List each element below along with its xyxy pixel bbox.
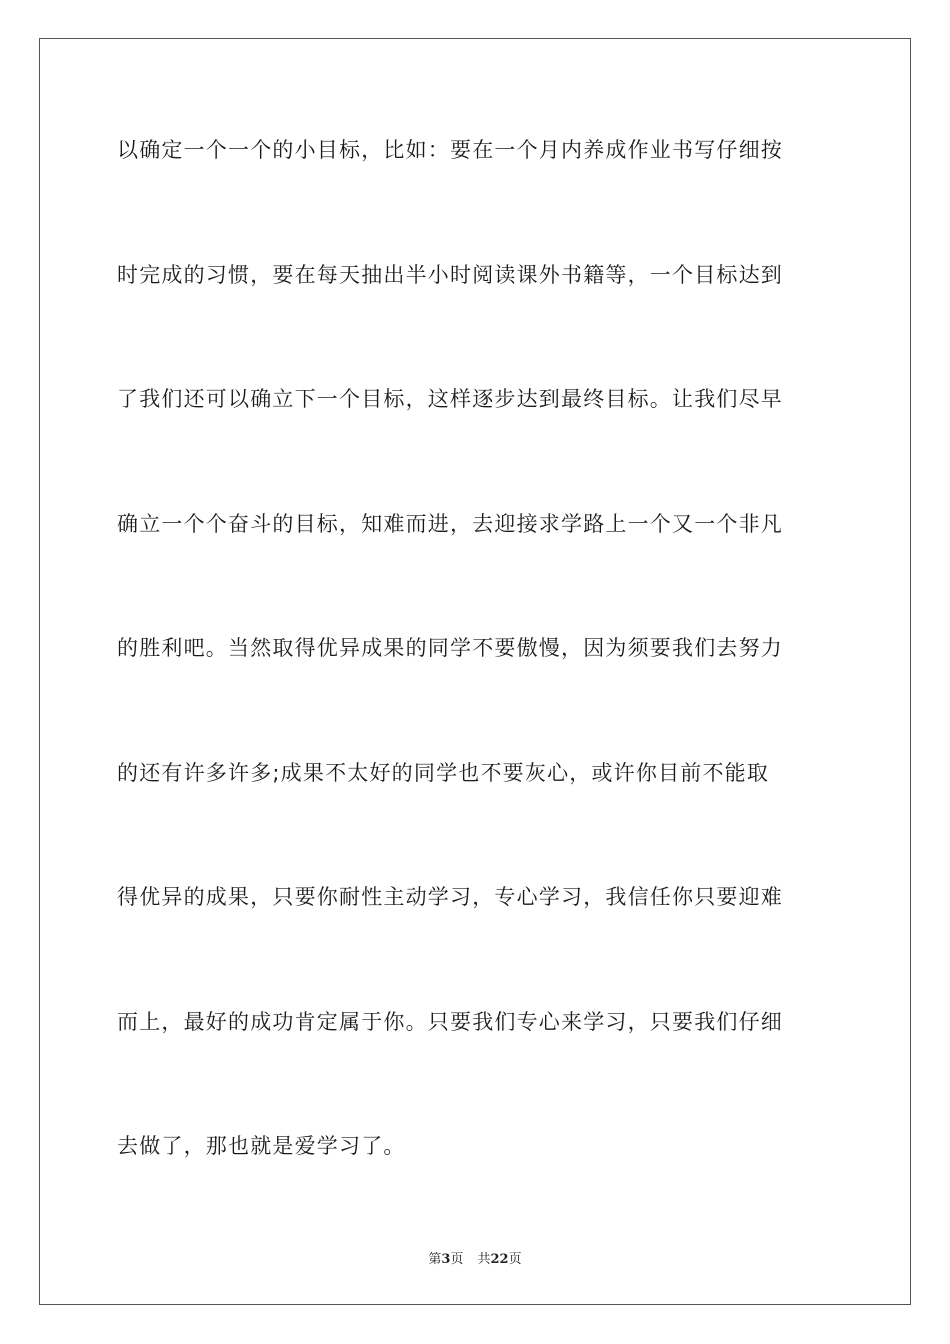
- total-prefix: 共: [477, 1252, 491, 1267]
- text-line-4: 确立一个个奋斗的目标，知难而进，去迎接求学路上一个又一个非凡: [117, 511, 783, 536]
- text-line-1: 以确定一个一个的小目标，比如：要在一个月内养成作业书写仔细按: [117, 138, 783, 162]
- text-line-2: 时完成的习惯，要在每天抽出半小时阅读课外书籍等，一个目标达到: [117, 262, 783, 287]
- text-line-5: 的胜利吧。当然取得优异成果的同学不要傲慢，因为须要我们去努力: [117, 636, 783, 660]
- text-line-9: 去做了，那也就是爱学习了。: [117, 1134, 406, 1158]
- text-line-7: 得优异的成果，只要你耐性主动学习，专心学习，我信任你只要迎难: [117, 885, 783, 909]
- total-pages: 22: [490, 1252, 509, 1267]
- text-line-8: 而上，最好的成功肯定属于你。只要我们专心来学习，只要我们仔细: [117, 1009, 783, 1034]
- page-number: 3: [441, 1252, 451, 1267]
- text-line-6: 的还有许多许多;成果不太好的同学也不要灰心，或许你目前不能取: [117, 760, 770, 785]
- page-suffix: 页: [450, 1252, 464, 1267]
- page-footer: [0, 1248, 950, 1267]
- body-text: [117, 121, 837, 1242]
- total-suffix: 页: [508, 1252, 522, 1267]
- text-line-3: 了我们还可以确立下一个目标，这样逐步达到最终目标。让我们尽早: [117, 387, 783, 411]
- page-prefix: 第: [428, 1252, 442, 1267]
